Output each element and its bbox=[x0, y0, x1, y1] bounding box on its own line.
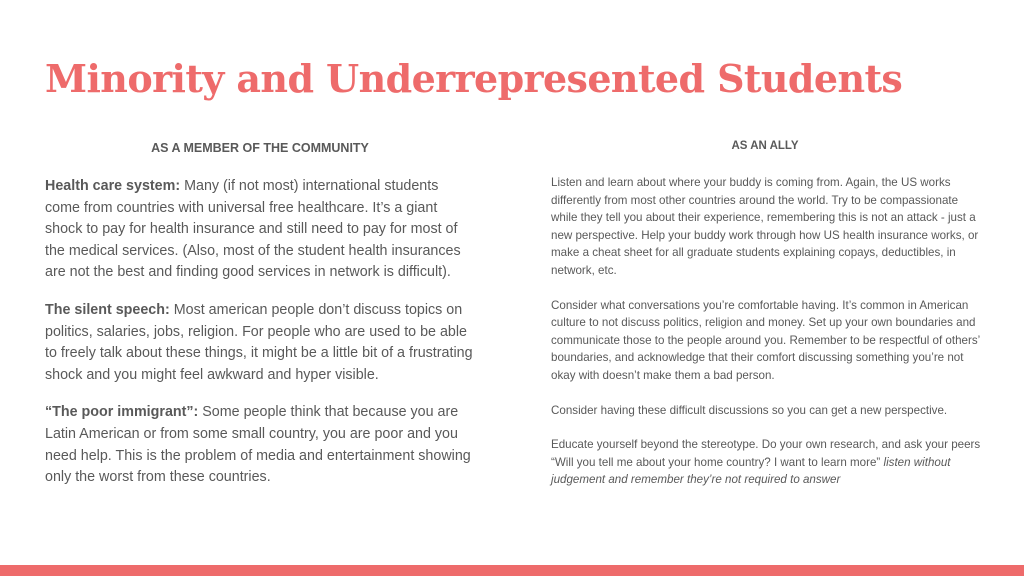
silent-speech-label: The silent speech: bbox=[45, 301, 170, 318]
poor-immigrant-paragraph bbox=[45, 402, 475, 488]
silent-speech-paragraph bbox=[45, 300, 475, 386]
ally-paragraph-educate bbox=[551, 436, 983, 489]
ally-educate-italic: listen without judgement and remember they’re not required to answer bbox=[551, 455, 951, 487]
ally-paragraph-listen: Listen and learn about where your buddy is coming from. Again, the US works differently from most other countries around the world. Try to be compassionate while they tell you about their experience, remembering this is not an attack - just a new perspective. Help your buddy work through how US health insurance works, or make a cheat sheet for all graduate students explaining copays, deductibles, in network, etc. bbox=[551, 176, 979, 277]
silent-speech-text: Most american people don’t discuss topics on politics, salaries, jobs, religion. For people who are used to be able to freely talk about these things, it might be a little bit of a frustrating shock and you might feel awkward and hyper visible. bbox=[45, 301, 473, 383]
poor-immigrant-text: Some people think that because you are Latin American or from some small country, you are poor and you need help. This is the problem of media and entertainment showing only the worst from these countries. bbox=[45, 404, 471, 486]
health-care-label: Health care system: bbox=[45, 178, 181, 194]
ally-body bbox=[551, 174, 983, 506]
ally-heading: AS AN ALLY bbox=[731, 140, 799, 152]
poor-immigrant-label: “The poor immigrant”: bbox=[45, 404, 199, 421]
bottom-accent-bar bbox=[0, 565, 1024, 576]
ally-paragraph-conversations: Consider what conversations you’re comfortable having. It’s common in American culture to not discuss politics, religion and money. Set up your own boundaries and communicate those to the people around you. Remember to be respectful of others’ boundaries, and acknowledge that their comfort discussing something you’re not okay with doesn’t make them a bad person. bbox=[551, 298, 980, 382]
slide-title: Minority and Underrepresented Students bbox=[45, 56, 903, 101]
ally-paragraph-discussions: Consider having these difficult discussions so you can get a new perspective. bbox=[551, 403, 948, 417]
community-body bbox=[45, 176, 475, 505]
community-heading: AS A MEMBER OF THE COMMUNITY bbox=[151, 141, 369, 155]
health-care-paragraph bbox=[45, 176, 475, 284]
health-care-text: Many (if not most) international students come from countries with universal free healthcare. It’s a giant shock to pay for health insurance and still need to pay for most of the medical services. (Also, most of the student health insurances are not the best and finding good services in network is difficult). bbox=[45, 178, 461, 281]
ally-educate-text: Educate yourself beyond the stereotype. Do your own research, and ask your peers “Will you tell me about your home country? I want to learn more” bbox=[551, 438, 981, 469]
